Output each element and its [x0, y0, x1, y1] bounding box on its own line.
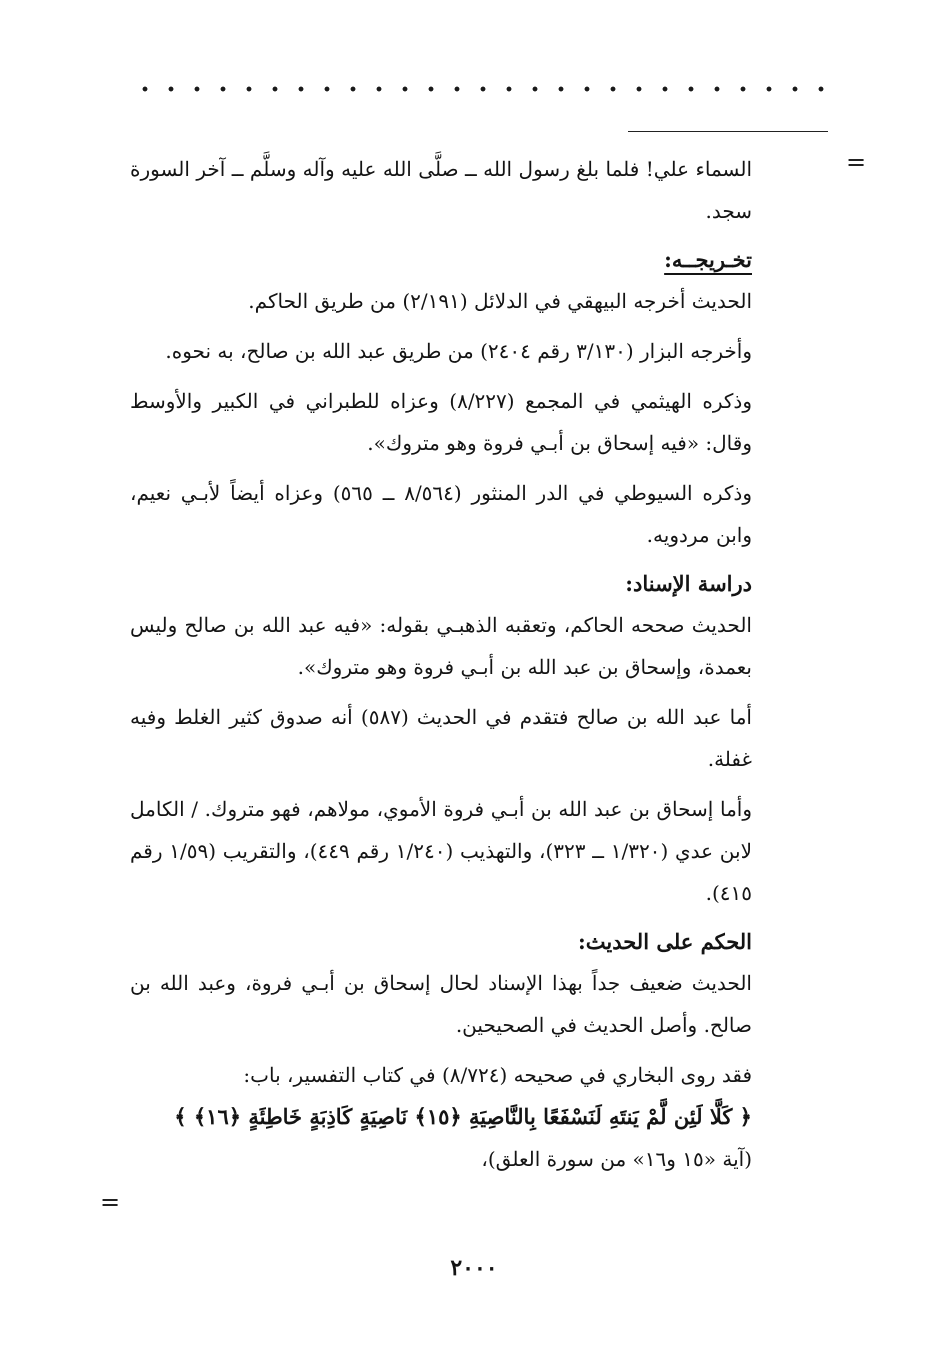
- takhrij-paragraph: وأخرجه البزار (٣/١٣٠ رقم ٢٤٠٤) من طريق عبد الله بن صالح، به نحوه.: [165, 339, 752, 363]
- footnote-continuation-text: السماء علي! فلما بلغ رسول الله ــ صلَّى الله عليه وآله وسلَّم ــ آخر السورة سجد.: [130, 157, 752, 223]
- footnote-separator-rule: [628, 131, 828, 132]
- takhrij-paragraph: وذكره الهيثمي في المجمع (٨/٢٢٧) وعزاه للطبراني في الكبير والأوسط وقال: «فيه إسحاق بن أبـي فروة وهو متروك».: [130, 389, 752, 455]
- isnad-paragraph: الحديث صححه الحاكم، وتعقبه الذهبـي بقوله: «فيه عبد الله بن صالح وليس بعمدة، وإسحاق بن عبد الله بن أبـي فروة وهو متروك».: [130, 613, 752, 679]
- hukm-heading: الحكم على الحديث:: [578, 929, 752, 954]
- section-isnad: [130, 564, 752, 914]
- takhrij-paragraph: وذكره السيوطي في الدر المنثور (٨/٥٦٤ ــ ٥٦٥) وعزاه أيضاً لأبـي نعيم، وابن مردويه.: [130, 481, 752, 547]
- section-takhrij: [130, 240, 752, 556]
- footnote-continuation-marker: =: [846, 148, 867, 176]
- section-hukm: [130, 922, 752, 1180]
- footnote-continues-marker: =: [100, 1188, 121, 1216]
- takhrij-heading: تخـريجــه:: [664, 247, 752, 272]
- top-dotted-border: [132, 82, 832, 96]
- verse-intro-text: فقد روى البخاري في صحيحه (٨/٧٢٤) في كتاب التفسير، باب:: [243, 1063, 752, 1087]
- quran-verse: ﴿ كَلَّا لَئِن لَّمْ يَنتَهِ لَنَسْفَعًا بِالنَّاصِيَةِ ﴿١٥﴾ نَاصِيَةٍ كَاذِبَةٍ خَاطِئَةٍ ﴿١٦﴾ ﴾: [174, 1104, 752, 1129]
- verse-reference: (آية «١٥ و١٦» من سورة العلق)،: [481, 1147, 752, 1171]
- page-number: ٢٠٠٠: [450, 1255, 498, 1281]
- hukm-paragraph: الحديث ضعيف جداً بهذا الإسناد لحال إسحاق بن أبـي فروة، وعبد الله بن صالح. وأصل الحديث في الصحيحين.: [130, 971, 752, 1037]
- isnad-paragraph: أما عبد الله بن صالح فتقدم في الحديث (٥٨٧) أنه صدوق كثير الغلط وفيه غفلة.: [130, 705, 752, 771]
- isnad-paragraph: وأما إسحاق بن عبد الله بن أبـي فروة الأموي، مولاهم، فهو متروك. / الكامل لابن عدي (١/٣٢٠ ــ ٣٢٣)، والتهذيب (١/٢٤٠ رقم ٤٤٩)، والتقريب (١/٥٩ رقم ٤١٥).: [130, 797, 753, 905]
- page-body: [130, 148, 752, 1180]
- isnad-heading: دراسة الإسناد:: [625, 571, 752, 596]
- takhrij-paragraph: الحديث أخرجه البيهقي في الدلائل (٢/١٩١) من طريق الحاكم.: [248, 289, 752, 313]
